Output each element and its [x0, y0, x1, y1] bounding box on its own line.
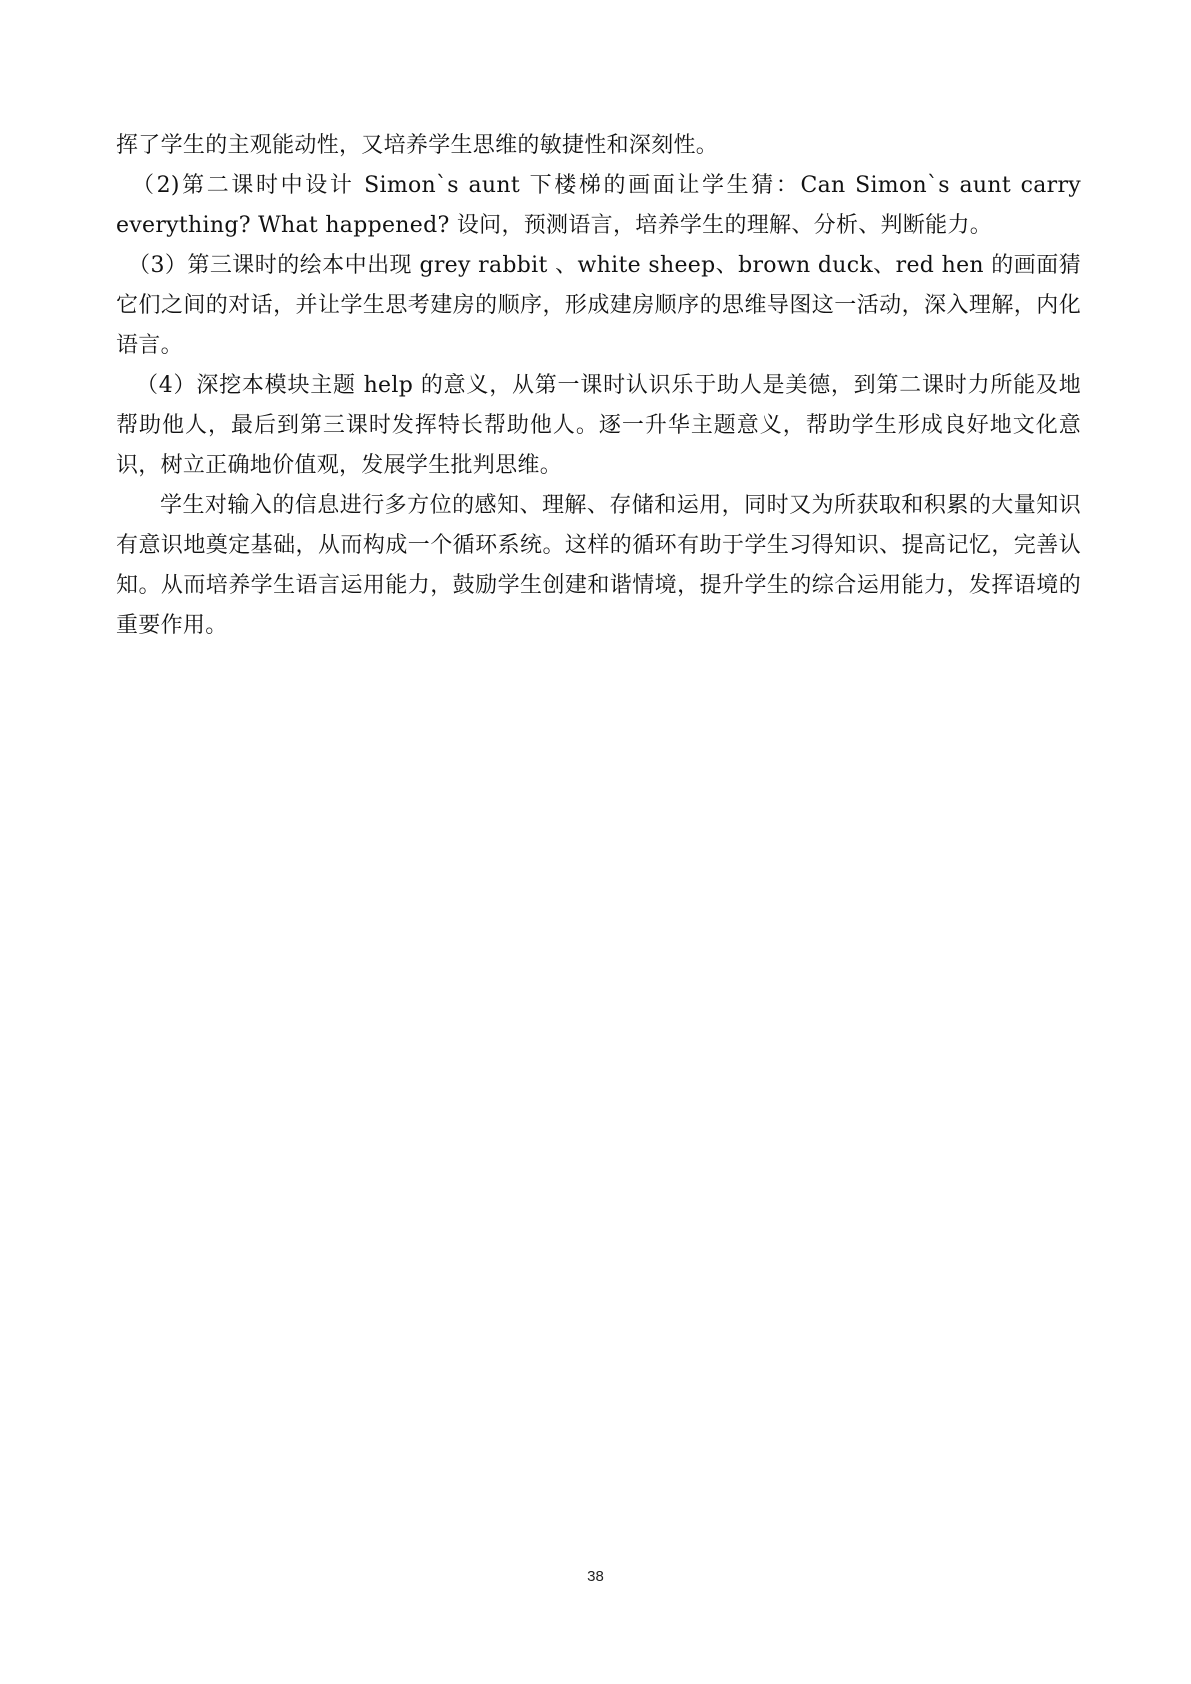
- paragraph-summary: 学生对输入的信息进行多方位的感知、理解、存储和运用，同时又为所获取和积累的大量知识有意识地奠定基础，从而构成一个循环系统。这样的循环有助于学生习得知识、提高记忆，完善认知。从而培养学生语言运用能力，鼓励学生创建和谐情境，提升学生的综合运用能力，发挥语境的重要作用。: [116, 493, 1081, 638]
- paragraph-item-2: （2)第二课时中设计 Simon`s aunt 下楼梯的画面让学生猜：Can Simon`s aunt carry everything? What happened? 设问，预测语言，培养学生的理解、分析、判断能力。: [116, 173, 1081, 238]
- paragraph-item-4: （4）深挖本模块主题 help 的意义，从第一课时认识乐于助人是美德，到第二课时力所能及地帮助他人，最后到第三课时发挥特长帮助他人。逐一升华主题意义，帮助学生形成良好地文化意识，树立正确地价值观，发展学生批判思维。: [116, 373, 1081, 478]
- paragraph-continuation: 挥了学生的主观能动性，又培养学生思维的敏捷性和深刻性。: [116, 133, 719, 158]
- page-number: 38: [587, 1568, 604, 1585]
- paragraph-item-3: （3）第三课时的绘本中出现 grey rabbit 、white sheep、brown duck、red hen 的画面猜它们之间的对话，并让学生思考建房的顺序，形成建房顺序的思维导图这一活动，深入理解，内化语言。: [116, 253, 1081, 358]
- body-text: [116, 126, 1081, 646]
